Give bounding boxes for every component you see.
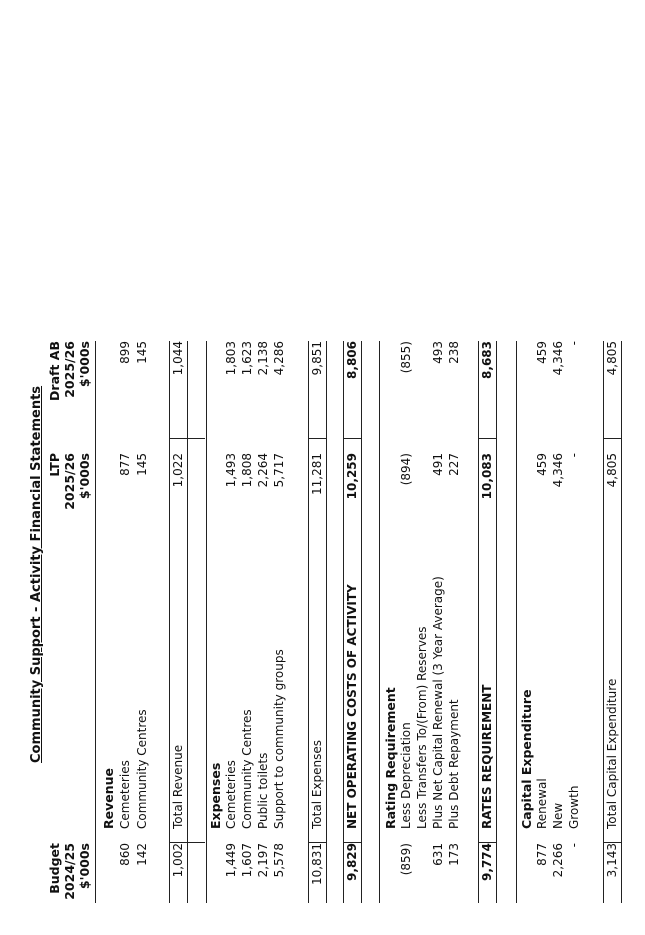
rates-requirement-row (479, 341, 496, 903)
cell-budget: 1,449 (224, 843, 238, 878)
cell-draft: 8,683 (480, 341, 494, 379)
row-label: Cemeteries (224, 760, 238, 829)
column-header-line: $'000s (77, 843, 92, 890)
cell-budget: (859) (399, 843, 413, 876)
section-heading-capex: Capital Expenditure (519, 689, 534, 829)
cell-ltp: 1,808 (240, 453, 254, 488)
cell-ltp: - (567, 453, 581, 458)
cell-ltp: 5,717 (272, 453, 286, 488)
cell-ltp: 4,346 (551, 453, 565, 488)
row-label: Public toilets (256, 752, 270, 829)
cell-ltp: 227 (447, 453, 461, 476)
cell-draft: 1,803 (224, 341, 238, 376)
cell-budget: 860 (118, 843, 132, 866)
row-label: Less Depreciation (399, 722, 413, 829)
cell-ltp: 1,493 (224, 453, 238, 488)
cell-draft: 4,805 (605, 341, 619, 376)
table-row (566, 341, 583, 903)
row-label: Less Transfers To/(From) Reserves (415, 626, 429, 829)
total-row (170, 341, 187, 903)
section-rule (206, 341, 207, 903)
cell-budget: 2,266 (551, 843, 565, 878)
cell-ltp: 10,259 (345, 453, 359, 500)
cell-draft: 4,286 (272, 341, 286, 376)
table-row (534, 341, 551, 903)
section-rule (516, 341, 517, 903)
total-row (604, 341, 621, 903)
cell-draft: - (567, 341, 581, 346)
financial-statement-page (25, 341, 640, 903)
table-row (414, 341, 431, 903)
cell-ltp: 491 (431, 453, 445, 476)
table-row (550, 341, 567, 903)
cell-budget: 10,831 (310, 843, 324, 885)
section-heading-expenses: Expenses (208, 762, 223, 829)
row-label: Community Centres (240, 709, 254, 829)
cell-budget: 142 (135, 843, 149, 866)
row-label: Total Expenses (310, 739, 324, 829)
cell-draft: 493 (431, 341, 445, 364)
cell-budget: 5,578 (272, 843, 286, 878)
cell-draft: 459 (535, 341, 549, 364)
row-label: Cemeteries (118, 760, 132, 829)
cell-draft: 9,851 (310, 341, 324, 376)
cell-budget: 877 (535, 843, 549, 866)
row-label: Growth (567, 785, 581, 829)
cell-ltp: 4,805 (605, 453, 619, 488)
row-label: Total Capital Expenditure (605, 678, 619, 829)
table-row (255, 341, 272, 903)
row-label: Total Revenue (171, 744, 185, 829)
cell-budget: - (567, 843, 581, 848)
table-row (223, 341, 240, 903)
cell-ltp: 11,281 (310, 453, 324, 495)
cell-draft: 1,044 (171, 341, 185, 376)
table-row (430, 341, 447, 903)
row-label: New (551, 802, 565, 829)
row-label: Plus Net Capital Renewal (3 Year Average) (431, 576, 445, 829)
cell-draft: (855) (399, 341, 413, 374)
column-header-line: $'000s (77, 341, 92, 388)
cell-budget: 9,829 (345, 843, 359, 881)
cell-draft: 1,623 (240, 341, 254, 376)
cell-ltp: 2,264 (256, 453, 270, 488)
net-operating-row (344, 341, 361, 903)
cell-draft: 4,346 (551, 341, 565, 376)
cell-budget: 1,002 (171, 843, 185, 878)
table-row (271, 341, 288, 903)
column-header-line: 2025/26 (62, 453, 77, 510)
row-label: Community Centres (135, 709, 149, 829)
column-header-budget (47, 843, 92, 935)
table-row (446, 341, 463, 903)
cell-ltp: 10,083 (480, 453, 494, 500)
table-row (239, 341, 256, 903)
section-heading-revenue: Revenue (101, 767, 116, 829)
page-title: Community Support - Activity Financial Statements (29, 385, 44, 763)
column-header-line: LTP (47, 453, 62, 477)
cell-budget: 9,774 (480, 843, 494, 881)
cell-budget: 631 (431, 843, 445, 866)
row-label: RATES REQUIREMENT (480, 684, 494, 829)
cell-budget: 1,607 (240, 843, 254, 878)
column-header-line: Draft AB (47, 341, 62, 401)
header-rule (95, 341, 96, 903)
cell-budget: 173 (447, 843, 461, 866)
cell-ltp: 145 (135, 453, 149, 476)
cell-ltp: 1,022 (171, 453, 185, 488)
section-heading-rating: Rating Requirement (383, 687, 398, 829)
table-row (134, 341, 151, 903)
total-row (309, 341, 326, 903)
cell-draft: 8,806 (345, 341, 359, 379)
cell-budget: 2,197 (256, 843, 270, 878)
table-row (117, 341, 134, 903)
row-label: NET OPERATING COSTS OF ACTIVITY (345, 584, 359, 829)
cell-draft: 145 (135, 341, 149, 364)
cell-draft: 899 (118, 341, 132, 364)
cell-budget: 3,143 (605, 843, 619, 878)
cell-ltp: 459 (535, 453, 549, 476)
column-header-line: 2025/26 (62, 341, 77, 398)
cell-ltp: 877 (118, 453, 132, 476)
column-header-ltp (47, 453, 92, 545)
cell-draft: 238 (447, 341, 461, 364)
column-header-line: 2024/25 (62, 843, 77, 900)
column-header-line: Budget (47, 843, 62, 894)
column-header-draft (47, 341, 92, 433)
section-rule (379, 341, 380, 903)
row-label: Plus Debt Repayment (447, 699, 461, 829)
row-label: Renewal (535, 778, 549, 829)
column-header-line: $'000s (77, 453, 92, 500)
table-row (398, 341, 415, 903)
row-label: Support to community groups (272, 649, 286, 829)
cell-draft: 2,138 (256, 341, 270, 376)
cell-ltp: (894) (399, 453, 413, 486)
